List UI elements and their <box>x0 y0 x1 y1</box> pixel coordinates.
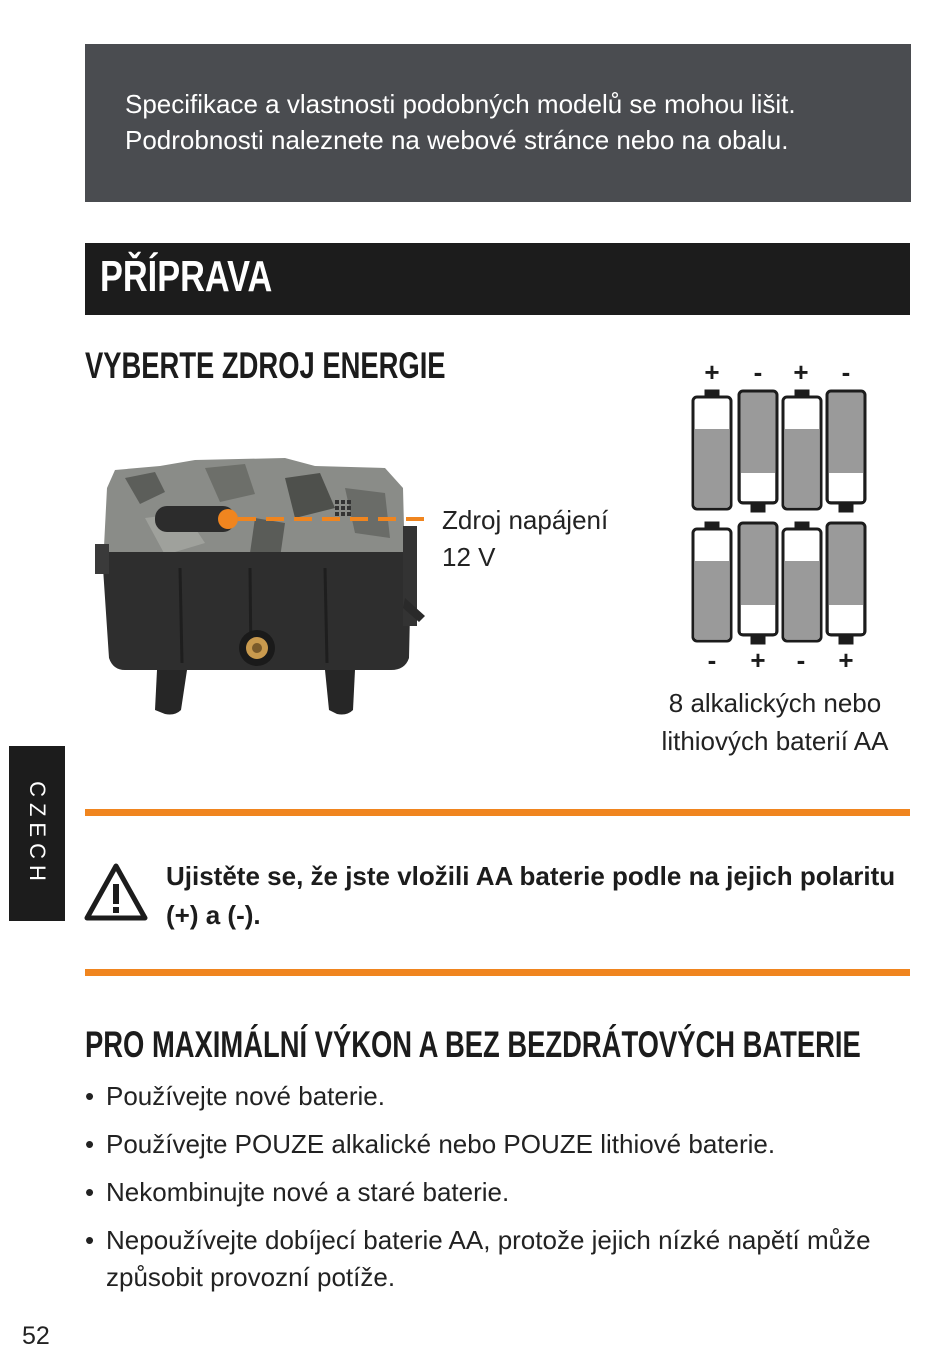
bullet: • <box>85 1177 95 1207</box>
top-polarity-1: + <box>704 357 720 387</box>
page-number: 52 <box>22 1322 50 1350</box>
tip-text: Nekombinujte nové a staré baterie. <box>106 1177 510 1207</box>
camera-illustration <box>85 448 435 720</box>
section-title: PŘÍPRAVA <box>100 252 273 301</box>
battery-diagram <box>680 355 880 675</box>
power-source-label-line-2: 12 V <box>442 542 496 572</box>
list-item <box>85 1174 915 1211</box>
notice-box <box>85 44 911 202</box>
bottom-polarity-3: - <box>796 645 806 675</box>
power-heading: VYBERTE ZDROJ ENERGIE <box>85 345 446 386</box>
top-polarity-3: + <box>793 357 809 387</box>
bottom-polarity-1: - <box>707 645 717 675</box>
bottom-polarity-2: + <box>750 645 766 675</box>
warning-text: Ujistěte se, že jste vložili AA baterie podle na jejich polaritu (+) a (-). <box>166 861 896 930</box>
warning-triangle-icon <box>84 862 148 922</box>
battery-caption-line-2: lithiových baterií AA <box>661 726 889 756</box>
battery-caption <box>640 684 910 760</box>
bullet: • <box>85 1081 95 1111</box>
bottom-polarity-4: + <box>838 645 854 675</box>
top-polarity-2: - <box>753 357 763 387</box>
tips-list <box>85 1078 915 1307</box>
notice-line-2: Podrobnosti naleznete na webové stránce nebo na obalu. <box>125 125 789 155</box>
warning-top-rule <box>85 809 910 816</box>
tips-heading: PRO MAXIMÁLNÍ VÝKON A BEZ BEZDRÁTOVÝCH BATERIE <box>85 1024 861 1065</box>
tip-text: Používejte nové baterie. <box>106 1081 385 1111</box>
language-tab <box>9 746 65 921</box>
tip-text: Nepoužívejte dobíjecí baterie AA, protože jejich nízké napětí může způsobit provozní potíže. <box>106 1225 871 1292</box>
notice-line-1: Specifikace a vlastnosti podobných modelů se mohou lišit. <box>125 89 796 119</box>
tip-text: Používejte POUZE alkalické nebo POUZE lithiové baterie. <box>106 1129 776 1159</box>
power-source-label-line-1: Zdroj napájení <box>442 505 609 535</box>
bullet: • <box>85 1129 95 1159</box>
language-tab-label: CZECH <box>25 780 50 887</box>
list-item <box>85 1222 915 1296</box>
top-polarity-4: - <box>841 357 851 387</box>
power-source-label <box>442 502 608 576</box>
list-item <box>85 1078 915 1115</box>
battery-caption-line-1: 8 alkalických nebo <box>668 688 882 718</box>
bullet: • <box>85 1225 95 1255</box>
warning-bottom-rule <box>85 969 910 976</box>
list-item <box>85 1126 915 1163</box>
